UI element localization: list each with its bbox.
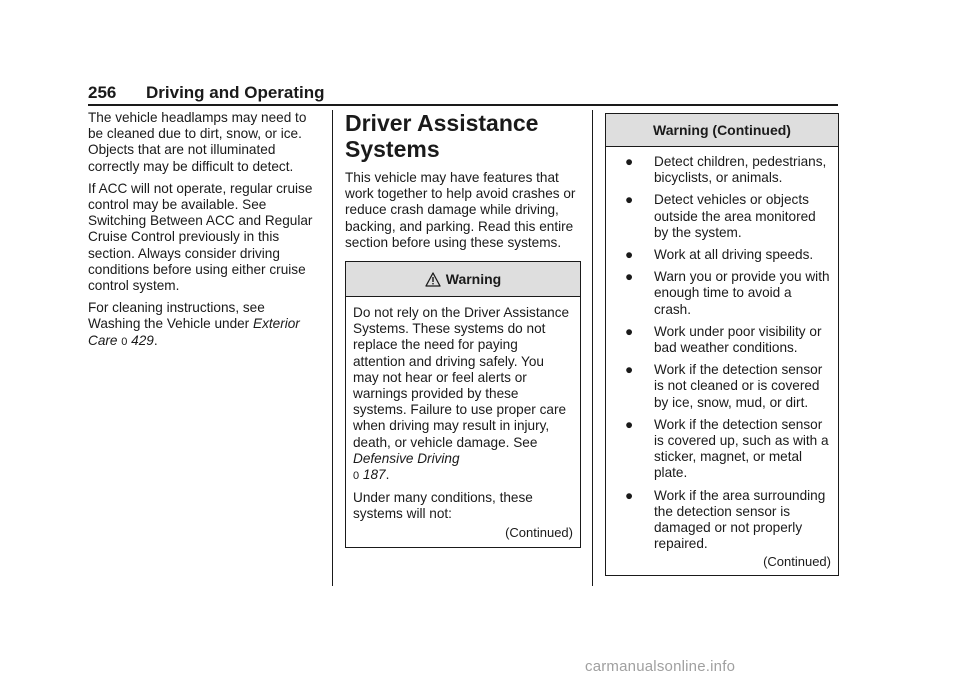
cleaning-paragraph: For cleaning instructions, see Washing the Vehicle under Exterior Care 0 429. <box>88 300 300 348</box>
bullet-icon: ● <box>625 192 634 208</box>
bullet-icon: ● <box>625 362 634 378</box>
warning-header <box>346 262 580 297</box>
exterior-care-link[interactable]: Exterior Care <box>88 316 300 348</box>
page-ref-icon: 0 <box>121 335 128 348</box>
warning-box <box>345 261 581 548</box>
bullet-icon: ● <box>625 323 634 339</box>
middle-column <box>345 110 581 548</box>
list-item: ● Work if the detection sensor is not cleaned or is covered by ice, snow, mud, or dirt. <box>625 362 823 410</box>
list-item: ● Detect vehicles or objects outside the area monitored by the system. <box>625 192 816 240</box>
list-item: ● Work if the detection sensor is covered up, such as with a sticker, magnet, or metal plate. <box>625 416 829 481</box>
warning-paragraph: Do not rely on the Driver Assistance Systems. These systems do not replace the need for paying attention and driving safely. You may not hear or feel alerts or warnings provided by these systems. Failure to use proper care when driving may result in injury, death, or vehicle damage. See Defensive Driving 0 187. <box>353 305 570 483</box>
page-header <box>88 84 838 106</box>
page-title: Driver Assistance Systems <box>345 110 539 162</box>
column-divider-left <box>332 110 333 586</box>
warning-continued-box <box>605 113 839 576</box>
page-ref-icon: 0 <box>353 470 360 483</box>
watermark: carmanualsonline.info <box>585 658 736 675</box>
intro-paragraph: This vehicle may have features that work together to help avoid crashes or reduce crash damage while driving, backing, and parking. Read this entire section before using these systems. <box>345 170 576 250</box>
bullet-icon: ● <box>625 154 634 169</box>
list-item: ● Warn you or provide you with enough time to avoid a crash. <box>625 269 830 317</box>
right-column <box>605 113 839 576</box>
limitations-list <box>613 154 831 552</box>
section-title: Driving and Operating <box>146 83 325 102</box>
warning-conditions-paragraph: Under many conditions, these systems will not: <box>353 490 533 522</box>
warning-continued-body <box>606 147 838 575</box>
warning-triangle-icon <box>425 272 441 287</box>
bullet-icon: ● <box>625 487 634 503</box>
list-item: ● Work if the area surrounding the detection sensor is damaged or not properly repaired. <box>625 487 826 552</box>
list-item: ● Work under poor visibility or bad weather conditions. <box>625 323 822 356</box>
warning-continued-header: Warning (Continued) <box>606 114 838 147</box>
column-divider-right <box>592 110 593 586</box>
acc-paragraph: If ACC will not operate, regular cruise control may be available. See Switching Between ACC and Regular Cruise Control previously in this section. Always consider driving conditions before using either cruise control system. <box>88 180 313 294</box>
page-ref-number[interactable]: 429 <box>131 332 154 348</box>
left-column <box>88 110 320 356</box>
warning-label: Warning <box>445 270 502 287</box>
headlamps-paragraph: The vehicle headlamps may need to be cleaned due to dirt, snow, or ice. Objects that are not illuminated correctly may be difficult to detect. <box>88 110 307 174</box>
list-item: ● Detect children, pedestrians, bicyclists, or animals. <box>625 154 827 186</box>
continued-label: (Continued) <box>763 554 831 570</box>
bullet-icon: ● <box>625 247 634 263</box>
bullet-icon: ● <box>625 416 634 432</box>
page-number: 256 <box>88 83 117 102</box>
page-ref-number[interactable]: 187 <box>362 467 386 483</box>
continued-label: (Continued) <box>505 524 573 540</box>
bullet-icon: ● <box>625 269 634 285</box>
defensive-driving-link[interactable]: Defensive Driving <box>353 450 460 466</box>
warning-body <box>346 297 580 547</box>
list-item: ● Work at all driving speeds. <box>625 247 814 263</box>
